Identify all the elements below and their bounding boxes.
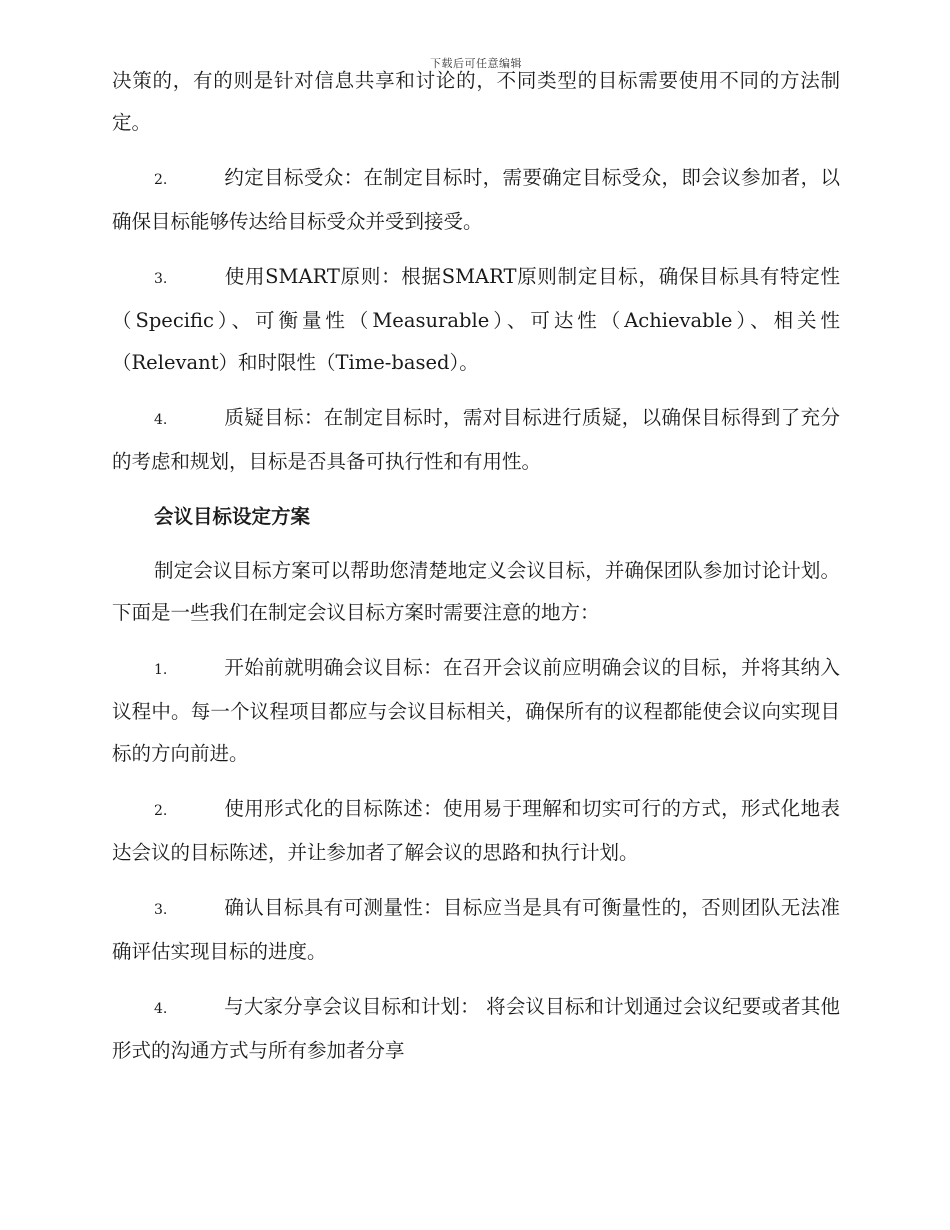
list-item-text: 开始前就明确会议目标：在召开会议前应明确会议的目标，并将其纳入议程中。每一个议程项目都应与会议目标相关，确保所有的议程都能使会议向实现目标的方向前进。 (112, 656, 840, 765)
list-item-text: 使用SMART原则：根据SMART原则制定目标，确保目标具有特定性（Specific）、可衡量性（Measurable）、可达性（Achievable）、相关性（Relevant）和时限性（Time-based）。 (112, 265, 840, 374)
list-item (112, 788, 840, 874)
list-item (112, 887, 840, 973)
list-item (112, 986, 840, 1072)
list-item-text: 确认目标具有可测量性：目标应当是具有可衡量性的，否则团队无法准确评估实现目标的进度。 (112, 896, 840, 963)
list-item-number: 1. (154, 662, 168, 678)
section-intro: 制定会议目标方案可以帮助您清楚地定义会议目标，并确保团队参加讨论计划。下面是一些我们在制定会议目标方案时需要注意的地方： (112, 559, 840, 624)
paragraph-continuation: 决策的，有的则是针对信息共享和讨论的，不同类型的目标需要使用不同的方法制定。 (112, 69, 840, 134)
list-item-number: 3. (154, 271, 168, 287)
list-item-number: 4. (154, 1001, 168, 1017)
list-item (112, 647, 840, 775)
list-item-text: 使用形式化的目标陈述：使用易于理解和切实可行的方式，形式化地表达会议的目标陈述，并让参加者了解会议的思路和执行计划。 (112, 797, 840, 864)
list-item-text: 约定目标受众：在制定目标时，需要确定目标受众，即会议参加者，以确保目标能够传达给目标受众并受到接受。 (112, 166, 840, 233)
list-item (112, 256, 840, 384)
list-item-text: 与大家分享会议目标和计划： 将会议目标和计划通过会议纪要或者其他形式的沟通方式与所有参加者分享 (112, 995, 840, 1062)
list-item-text: 质疑目标：在制定目标时，需对目标进行质疑，以确保目标得到了充分的考虑和规划，目标是否具备可执行性和有用性。 (112, 406, 840, 473)
list-item-number: 2. (154, 803, 168, 819)
list-item-number: 3. (154, 902, 168, 918)
list-item (112, 157, 840, 243)
section-heading: 会议目标设定方案 (154, 505, 311, 528)
page-header: 下载后可任意编辑 (430, 57, 522, 70)
list-item-number: 4. (154, 412, 168, 428)
list-item-number: 2. (154, 172, 168, 188)
document-body (112, 60, 840, 1072)
list-item (112, 397, 840, 483)
